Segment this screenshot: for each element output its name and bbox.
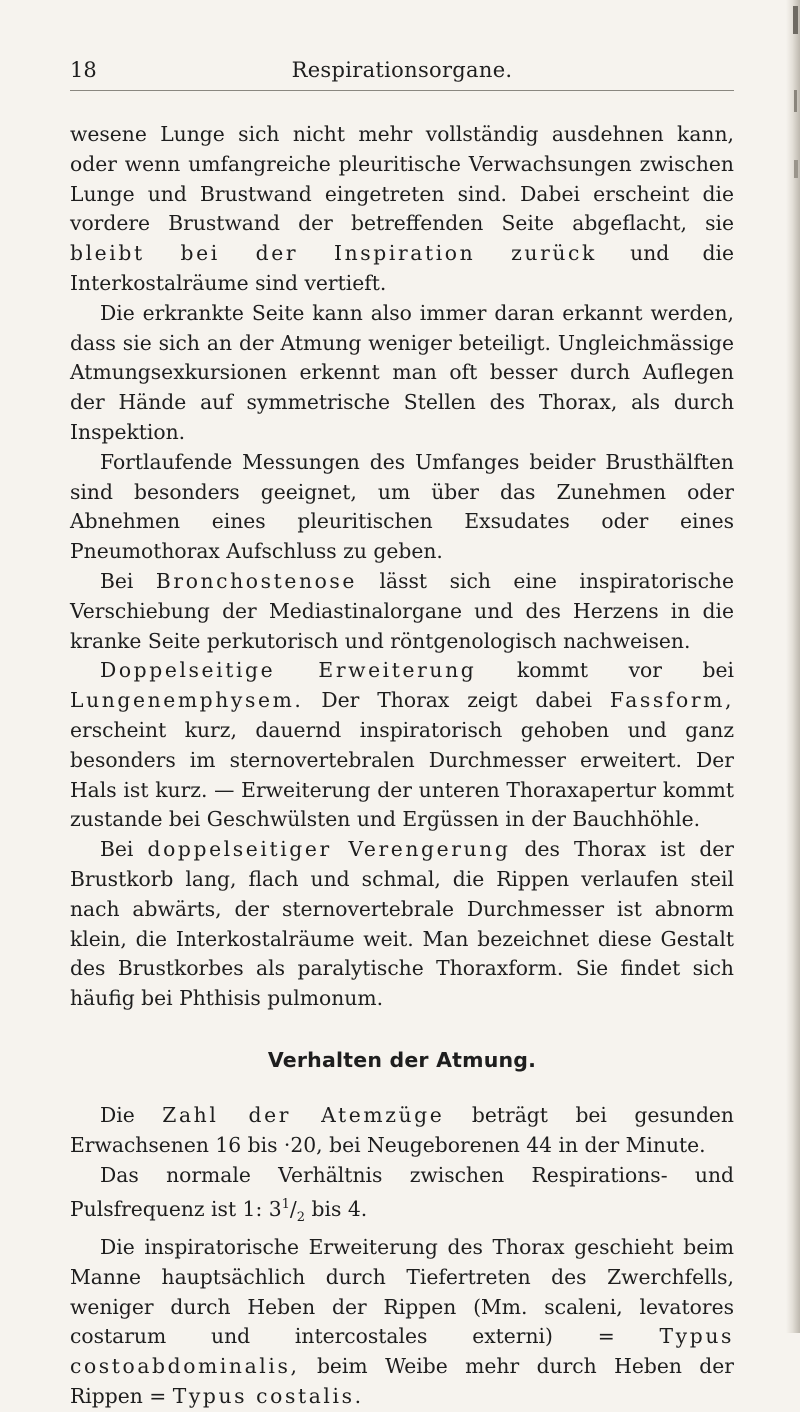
text-run: beträgt bei gesunden Erwachsenen 16 bis ·20, bei Neugeborenen 44 in der Minute. [70, 1102, 734, 1157]
text-run: bis 4. [305, 1197, 368, 1222]
page-edge-mark [793, 6, 798, 34]
fraction-denominator: 2 [296, 1210, 306, 1226]
page-edge-mark [794, 160, 798, 178]
page-number: 18 [70, 58, 97, 82]
paragraph: Fortlaufende Messungen des Umfanges beider Brusthälften sind besonders geeignet, um über das Zunehmen oder Abnehmen eines pleuritischen Exsudates oder eines Pneumothorax Aufschluss zu geben. [70, 449, 734, 564]
spaced-emphasis: Lungenemphysem. [70, 688, 304, 713]
paragraph [70, 1161, 734, 1233]
page-header [70, 54, 734, 88]
spaced-emphasis: Zahl der Atemzüge [162, 1102, 445, 1127]
text-run: lässt sich eine inspiratorische Verschiebung der Mediastinalorgane und des Herzens in die kranke Seite perkutorisch und röntgenologisch nachweisen. [70, 568, 734, 653]
text-run: beim Weibe mehr durch Heben der Rippen = [70, 1354, 734, 1408]
spaced-emphasis: Fassform, [609, 688, 734, 713]
spaced-emphasis: Typus costoabdominalis, [70, 1324, 734, 1379]
paragraph [70, 1233, 734, 1412]
header-rule [70, 90, 734, 91]
spaced-emphasis: doppelseitiger Verengerung [147, 837, 511, 862]
running-head: Respirationsorgane. [291, 58, 513, 82]
spaced-emphasis: Typus costalis. [172, 1383, 364, 1408]
page-edge-mark [794, 90, 797, 112]
paragraph: Die erkrankte Seite kann also immer daran erkannt werden, dass sie sich an der Atmung weniger beteiligt. Ungleichmässige Atmungsexkursionen erkennt man oft besser durch Auflegen der Hände auf symmetrische Stellen des Thorax, als durch Inspektion. [70, 300, 734, 444]
text-run: erscheint kurz, dauernd inspiratorisch gehoben und ganz besonders im sternovertebralen Durchmesser erweitert. Der Hals ist kurz. — Erweiterung der unteren Thoraxapertur kommt zustande bei Geschwülsten und Ergüssen in der Bauchhöhle. [70, 717, 734, 832]
text-run: Das normale Verhältnis zwischen Respirations- und Pulsfrequenz ist 1: 3 [70, 1162, 734, 1222]
spaced-emphasis: bleibt bei der Inspiration zurück [70, 241, 597, 266]
spaced-emphasis: Bronchostenose [155, 568, 358, 593]
text-run: Der Thorax zeigt dabei [303, 688, 610, 713]
paragraph [70, 835, 734, 1014]
fraction-slash: / [289, 1197, 297, 1222]
paragraph [70, 656, 734, 835]
text-run: Bei [100, 837, 148, 862]
paragraph [70, 567, 734, 656]
paragraph [70, 120, 734, 299]
spaced-emphasis: Doppelseitige Erweiterung [100, 658, 477, 683]
text-run: und die Interkostalräume sind vertieft. [70, 241, 734, 295]
fraction-numerator: 1 [281, 1197, 290, 1213]
page-edge-shadow [786, 0, 800, 1333]
text-run: Die [100, 1102, 163, 1127]
section-heading: Verhalten der Atmung. [267, 1047, 537, 1072]
text-run: wesene Lunge sich nicht mehr vollständig ausdehnen kann, oder wenn umfangreiche pleuritische Verwachsungen zwischen Lunge und Brustwand eingetreten sind. Dabei erscheint die vordere Brustwand der betreffenden Seite abgeflacht, sie [70, 122, 734, 236]
body-text [70, 120, 734, 1412]
text-run: Die inspiratorische Erweiterung des Thorax geschieht beim Manne hauptsächlich durch Tiefertreten des Zwerchfells, weniger durch Heben der Rippen (Mm. scaleni, levatores costarum und intercostales externi) = [70, 1234, 734, 1349]
paragraph [70, 1101, 734, 1161]
text-run: Bei [100, 568, 156, 593]
text-run: kommt vor bei [476, 658, 734, 683]
text-run: des Thorax ist der Brustkorb lang, flach und schmal, die Rippen verlaufen steil nach abwärts, der sternovertebrale Durchmesser ist abnorm klein, die Interkostalräume weit. Man bezeichnet diese Gestalt des Brustkorbes als paralytische Thoraxform. Sie findet sich häufig bei Phthisis pulmonum. [70, 837, 734, 1011]
